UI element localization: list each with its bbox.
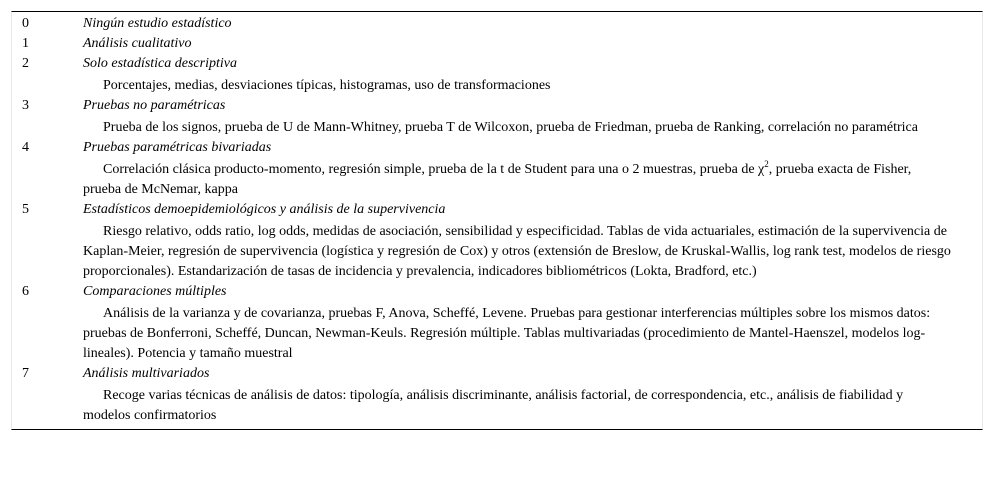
row-title: Análisis cualitativo [83, 36, 192, 51]
row-number: 1 [22, 36, 29, 51]
chi-square-exponent: 2 [764, 159, 769, 169]
row-content [83, 14, 982, 34]
table-row [12, 54, 982, 96]
row-title: Estadísticos demoepidemiológicos y análisis de la supervivencia [83, 202, 446, 217]
row-number: 4 [22, 140, 29, 155]
row-content [83, 138, 982, 200]
row-description [83, 160, 952, 200]
description-text: , prueba exacta de Fisher, prueba de McNemar, kappa [83, 162, 912, 197]
row-description: Recoge varias técnicas de análisis de datos: tipología, análisis discriminante, análisis factorial, de correspondencia, etc., análisis de fiabilidad y modelos confirmatorios [83, 388, 904, 423]
row-content [83, 282, 982, 364]
row-title: Solo estadística descriptiva [83, 56, 237, 71]
row-title: Pruebas paramétricas bivariadas [83, 140, 272, 155]
row-description: Riesgo relativo, odds ratio, log odds, medidas de asociación, sensibilidad y especificidad. Tablas de vida actuariales, estimación de la supervivencia de Kaplan-Meier, regresión de supervivencia (logística y regresión de Cox) y otros (extensión de Breslow, de Kruskal-Wallis, log rank test, modelos de riesgo proporcionales). Estandarización de tasas de incidencia y prevalencia, indicadores bibliométricos (Lokta, Bradford, etc.) [83, 224, 951, 279]
row-number: 2 [22, 56, 29, 71]
table-row [12, 364, 982, 426]
row-content [83, 200, 982, 282]
row-title: Ningún estudio estadístico [83, 16, 232, 31]
row-number: 7 [22, 366, 29, 381]
row-content [83, 364, 982, 426]
table-row [12, 138, 982, 200]
table-row [12, 282, 982, 364]
row-description: Prueba de los signos, prueba de U de Mann-Whitney, prueba T de Wilcoxon, prueba de Friedman, prueba de Ranking, correlación no paramétrica [103, 120, 918, 135]
row-content [83, 34, 982, 54]
table-row [12, 200, 982, 282]
table-row [12, 96, 982, 138]
row-content [83, 96, 982, 138]
row-title: Análisis multivariados [83, 366, 210, 381]
row-description: Porcentajes, medias, desviaciones típicas, histogramas, uso de transformaciones [103, 78, 551, 93]
table-row [12, 34, 982, 54]
row-number: 5 [22, 202, 29, 217]
row-number: 0 [22, 16, 29, 31]
statistics-classification-table [11, 11, 983, 430]
description-text: Correlación clásica producto-momento, regresión simple, prueba de la t de Student para una o 2 muestras, prueba de χ [103, 162, 765, 177]
row-title: Comparaciones múltiples [83, 284, 227, 299]
row-title: Pruebas no paramétricas [83, 98, 226, 113]
table-row [12, 14, 982, 34]
row-number: 3 [22, 98, 29, 113]
row-description: Análisis de la varianza y de covarianza, pruebas F, Anova, Scheffé, Levene. Pruebas para gestionar interferencias múltiples sobre los mismos datos: pruebas de Bonferroni, Scheffé, Duncan, Newman-Keuls. Regresión múltiple. Tablas multivariadas (procedimiento de Mantel-Haenszel, modelos log-lineales). Potencia y tamaño muestral [83, 306, 931, 361]
row-content [83, 54, 982, 96]
row-number: 6 [22, 284, 29, 299]
